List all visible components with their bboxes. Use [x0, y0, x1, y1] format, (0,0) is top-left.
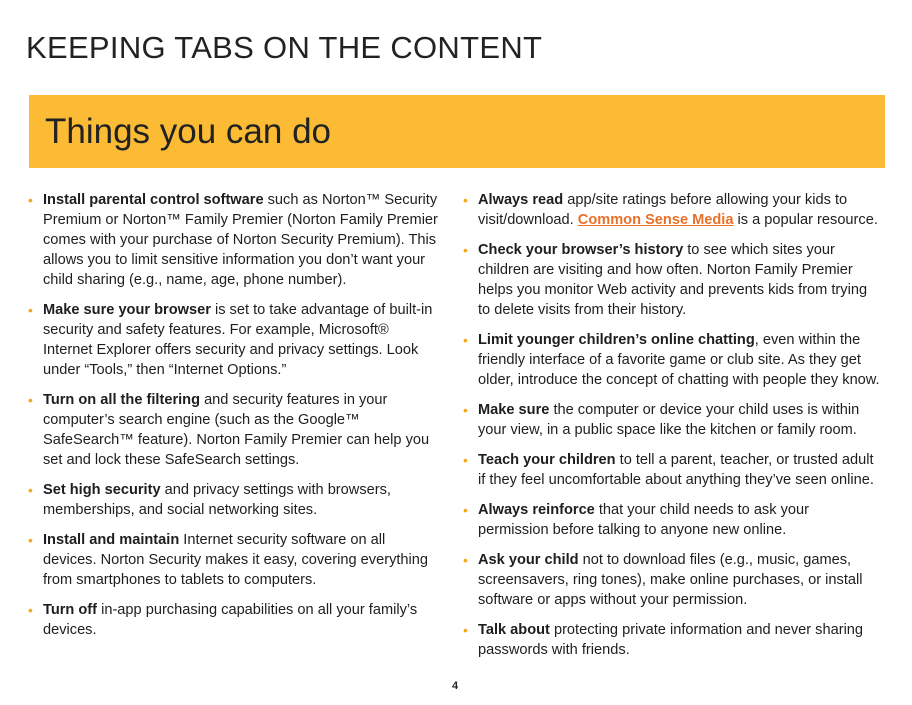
list-item	[28, 190, 440, 290]
tips-list-left	[28, 190, 440, 650]
list-item	[463, 620, 883, 660]
bullet-icon: •	[463, 402, 468, 418]
bullet-icon: •	[463, 552, 468, 568]
item-lead: Set high security	[43, 482, 161, 498]
bullet-icon: •	[28, 302, 33, 318]
item-lead: Check your browser’s history	[478, 242, 684, 258]
item-text: and security features in your computer’s search engine (such as the Google™ SafeSearch™ feature). Norton Family Premier can help you set and lock these SafeSearch settings.	[43, 392, 430, 468]
item-lead: Install parental control software	[43, 192, 264, 208]
item-lead: Make sure	[478, 402, 550, 418]
item-text: that your child needs to ask your permission before talking to anyone new online.	[478, 502, 809, 538]
item-text: not to download files (e.g., music, games, screensavers, ring tones), make online purchases, or install software or apps without your permission.	[478, 552, 863, 608]
page-number: 4	[452, 680, 459, 692]
item-lead: Install and maintain	[43, 532, 180, 548]
list-item	[463, 450, 883, 490]
item-lead: Limit younger children’s online chatting	[478, 332, 755, 348]
bullet-icon: •	[28, 532, 33, 548]
list-item	[463, 400, 883, 440]
list-item	[463, 500, 883, 540]
item-lead: Always read	[478, 192, 564, 208]
bullet-icon: •	[28, 482, 33, 498]
list-item	[463, 240, 883, 320]
bullet-icon: •	[463, 192, 468, 208]
item-text: , even within the friendly interface of a favorite game or club site. As they get older, introduce the concept of chatting with people they know.	[478, 332, 880, 388]
page-title: KEEPING TABS ON THE CONTENT	[26, 30, 543, 65]
bullet-icon: •	[463, 452, 468, 468]
list-item	[28, 530, 440, 590]
bullet-icon: •	[28, 392, 33, 408]
bullet-icon: •	[28, 192, 33, 208]
bullet-icon: •	[463, 242, 468, 258]
item-lead: Teach your children	[478, 452, 616, 468]
list-item	[463, 330, 883, 390]
common-sense-media-link[interactable]: Common Sense Media	[577, 212, 734, 228]
item-text: is a popular resource.	[733, 212, 878, 228]
section-title: Things you can do	[45, 112, 332, 151]
item-text: in-app purchasing capabilities on all your family’s devices.	[43, 602, 418, 638]
list-item	[28, 300, 440, 380]
bullet-icon: •	[463, 332, 468, 348]
item-lead: Talk about	[478, 622, 550, 638]
list-item	[28, 390, 440, 470]
bullet-icon: •	[28, 602, 33, 618]
item-text: such as Norton™ Security Premium or Norton™ Family Premier (Norton Family Premier comes with your purchase of Norton Security Premium). This allows you to limit sensitive information you don’t want your child sharing (e.g., name, age, phone number).	[43, 192, 438, 288]
item-text: is set to take advantage of built-in security and safety features. For example, Microsoft® Internet Explorer offers security and privacy settings. Look under “Tools,” then “Internet Options.”	[43, 302, 433, 378]
bullet-icon: •	[463, 622, 468, 638]
item-lead: Turn off	[43, 602, 98, 618]
list-item	[28, 480, 440, 520]
list-item	[463, 190, 883, 230]
item-text: app/site ratings before allowing your kids to visit/download.	[478, 192, 848, 228]
bullet-icon: •	[463, 502, 468, 518]
tips-list-right	[463, 190, 883, 670]
item-lead: Make sure your browser	[43, 302, 211, 318]
item-lead: Ask your child	[478, 552, 579, 568]
item-text: Internet security software on all devices. Norton Security makes it easy, covering everything from smartphones to tablets to computers.	[43, 532, 429, 588]
item-lead: Always reinforce	[478, 502, 595, 518]
item-text: to tell a parent, teacher, or trusted adult if they feel uncomfortable about anything they’ve seen online.	[478, 452, 874, 488]
item-lead: Turn on all the filtering	[43, 392, 201, 408]
section-banner	[29, 95, 885, 168]
list-item	[28, 600, 440, 640]
list-item	[463, 550, 883, 610]
item-text: protecting private information and never sharing passwords with friends.	[478, 622, 864, 658]
item-text: the computer or device your child uses is within your view, in a public space like the kitchen or family room.	[478, 402, 860, 438]
item-text: and privacy settings with browsers, memberships, and social networking sites.	[43, 482, 391, 518]
item-text: to see which sites your children are visiting and how often. Norton Family Premier helps you monitor Web activity and prevents kids from trying to delete visits from their history.	[478, 242, 868, 318]
